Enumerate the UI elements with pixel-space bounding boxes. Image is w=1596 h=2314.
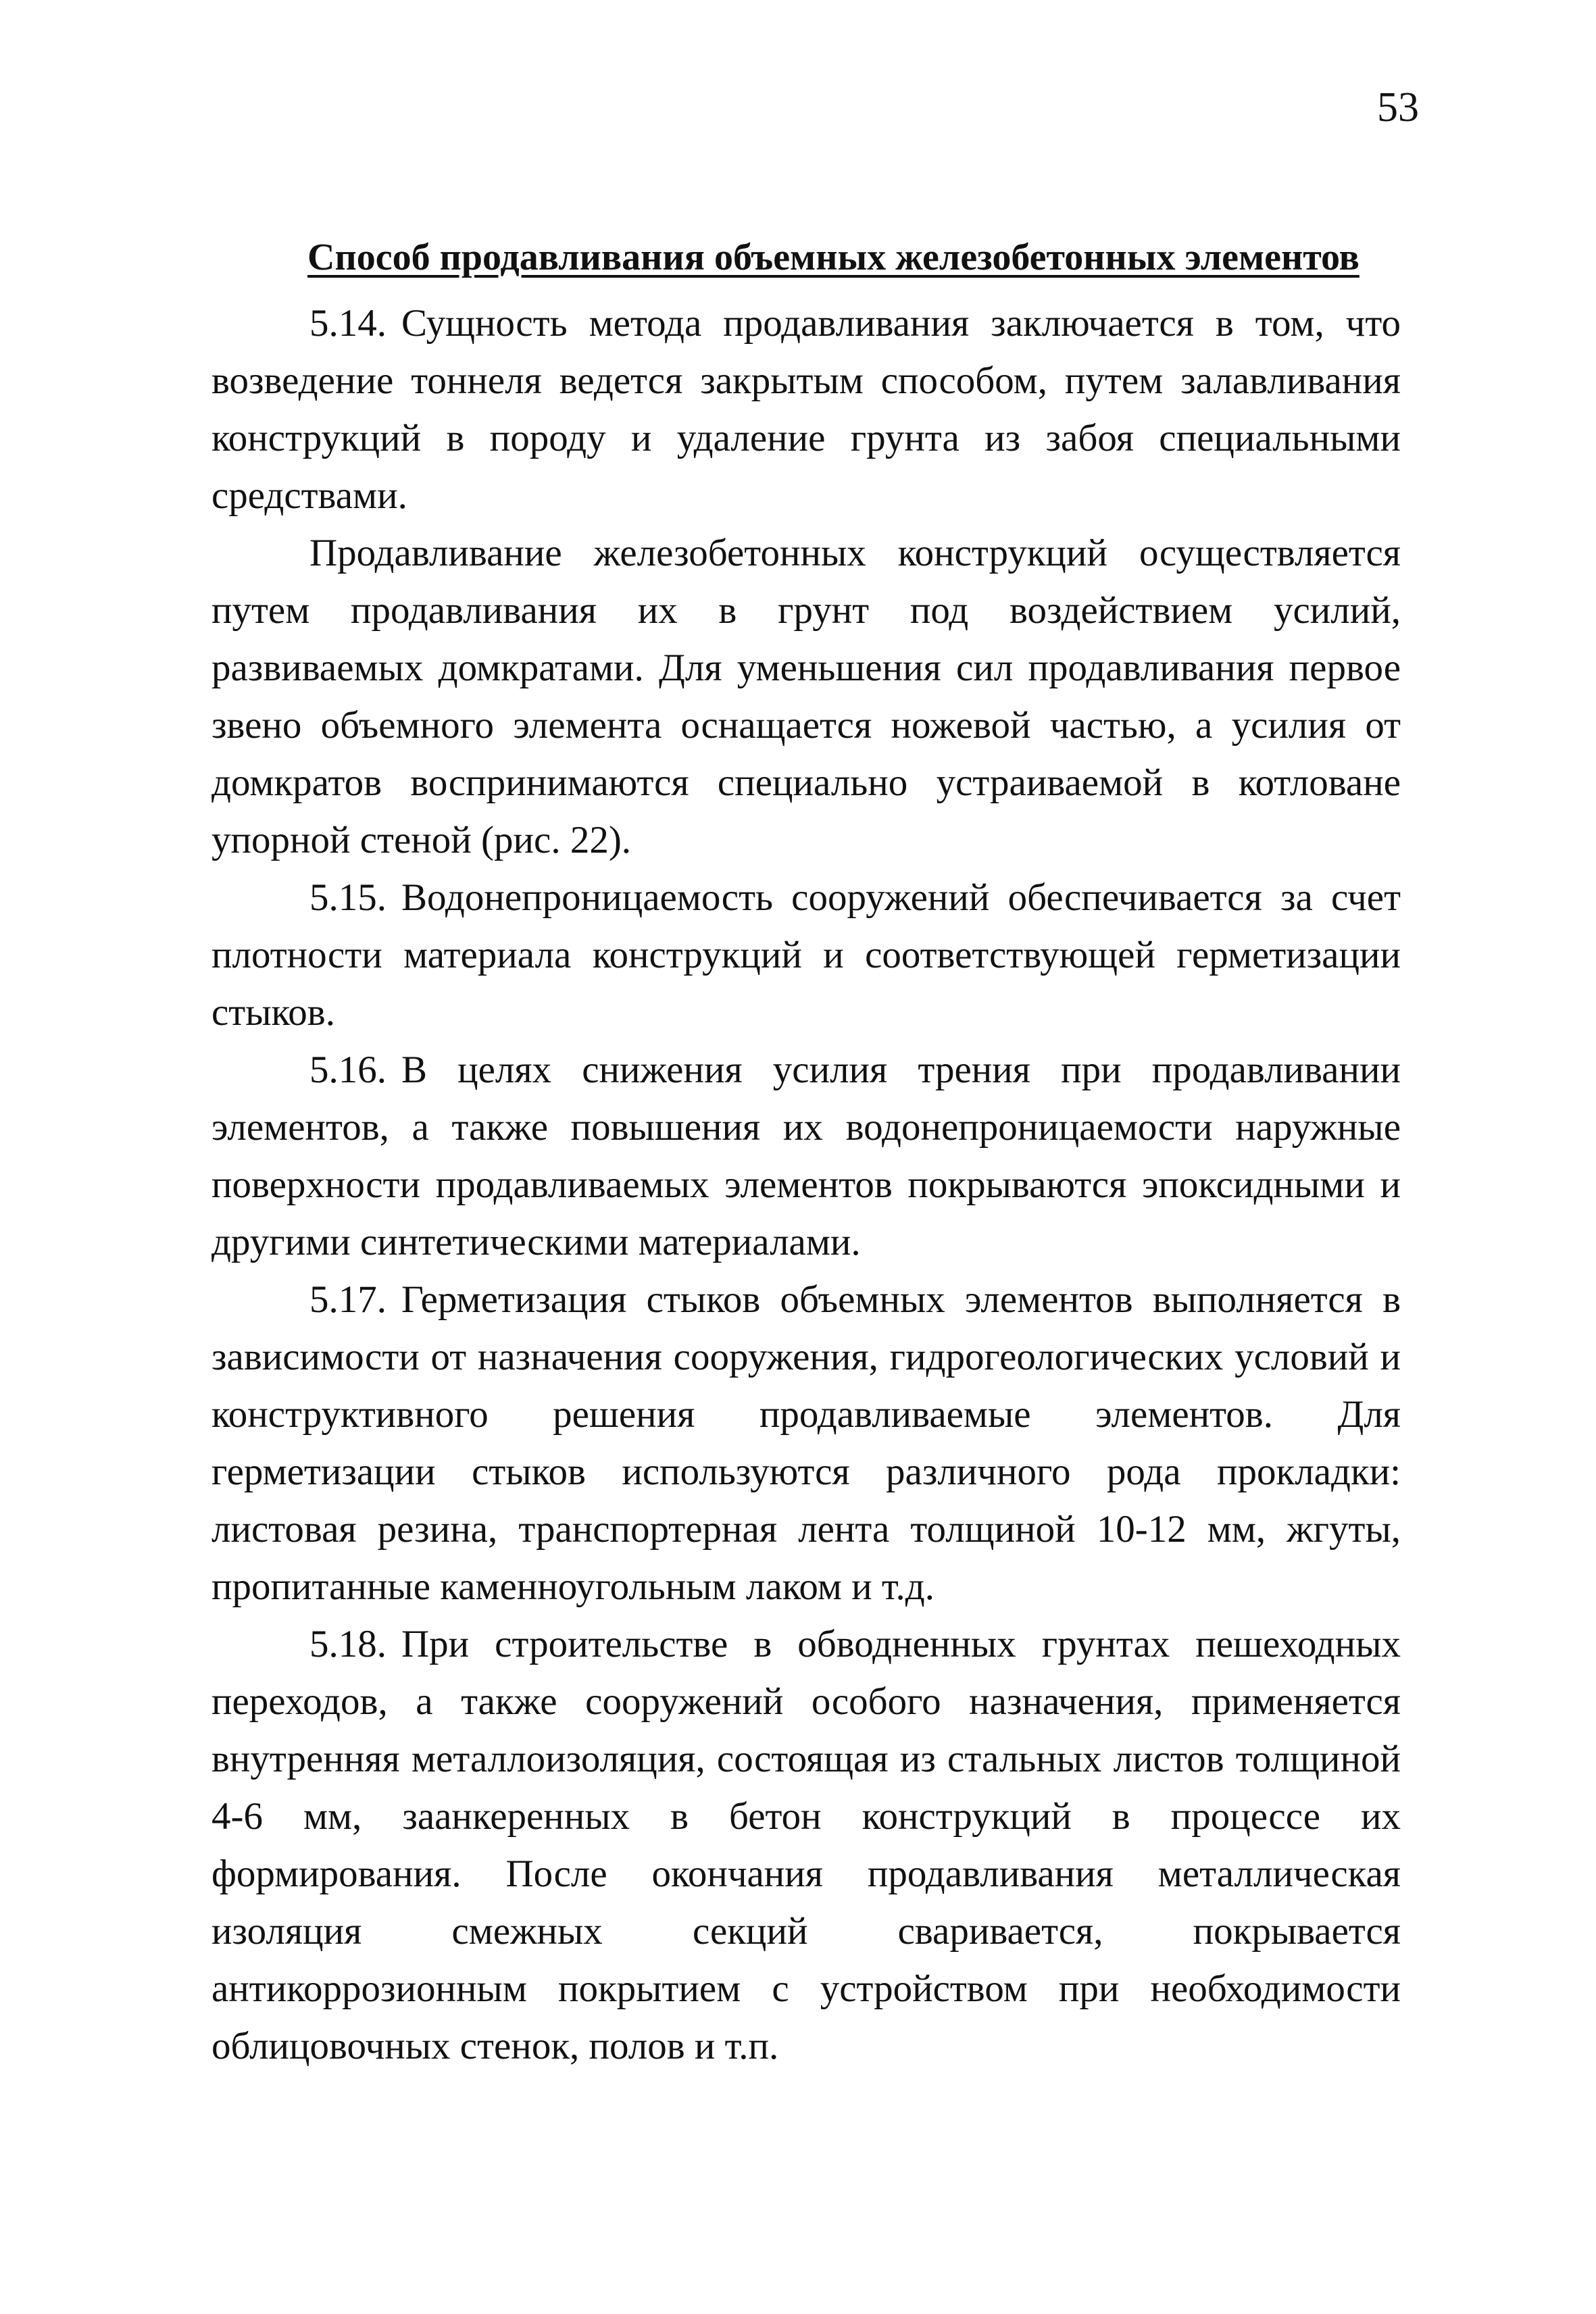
paragraph-5-16 [211, 1041, 1401, 1271]
paragraph-number: 5.17. [309, 1278, 386, 1321]
paragraph-text: В целях снижения усилия трения при продавливании элементов, а также повышения их водонепроницаемости наружные поверхности продавливаемых элементов покрываются эпоксидными и другими синтетическими материалами. [211, 1049, 1401, 1263]
paragraph-text: Герметизация стыков объемных элементов выполняется в зависимости от назначения сооружения, гидрогеологических условий и конструктивного решения продавливаемые элементов. Для герметизации стыков используются различного рода прокладки: листовая резина, транспортерная лента толщиной 10-12 мм, жгуты, пропитанные каменноугольным лаком и т.д. [211, 1278, 1401, 1608]
paragraph-number: 5.16. [309, 1049, 386, 1091]
paragraph-text: При строительстве в обводненных грунтах пешеходных переходов, а также сооружений особого назначения, применяется внутренняя металлоизоляция, состоящая из стальных листов толщиной 4-6 мм, заанкеренных в бетон конструкций в процессе их формирования. После окончания продавливания металлическая изоляция смежных секций сваривается, покрывается антикоррозионным покрытием с устройством при необходимости облицовочных стенок, полов и т.п. [211, 1623, 1401, 2067]
paragraph-5-18 [211, 1615, 1401, 2075]
page-number: 53 [1377, 84, 1419, 130]
paragraph-text: Продавливание железобетонных конструкций осуществляется путем продавливания их в грунт под воздействием усилий, развиваемых домкратами. Для уменьшения сил продавливания первое звено объемного элемента оснащается ножевой частью, а усилия от домкратов воспринимаются специально устраиваемой в котловане упорной стеной (рис. 22). [211, 532, 1401, 861]
paragraph-number: 5.18. [309, 1623, 386, 1665]
paragraph-5-17 [211, 1271, 1401, 1615]
paragraph-text: Сущность метода продавливания заключается в том, что возведение тоннеля ведется закрытым способом, путем залавливания конструкций в породу и удаление грунта из забоя специальными средствами. [211, 302, 1401, 517]
body-text [211, 295, 1401, 2075]
section-heading: Способ продавливания объемных железобетонных элементов [307, 236, 1360, 278]
paragraph-number: 5.15. [309, 876, 386, 919]
paragraph-number: 5.14. [309, 302, 386, 345]
paragraph-5-15 [211, 869, 1401, 1041]
paragraph-continuation [211, 524, 1401, 869]
paragraph-5-14 [211, 295, 1401, 524]
paragraph-text: Водонепроницаемость сооружений обеспечивается за счет плотности материала конструкций и соответствующей герметизации стыков. [211, 876, 1401, 1034]
